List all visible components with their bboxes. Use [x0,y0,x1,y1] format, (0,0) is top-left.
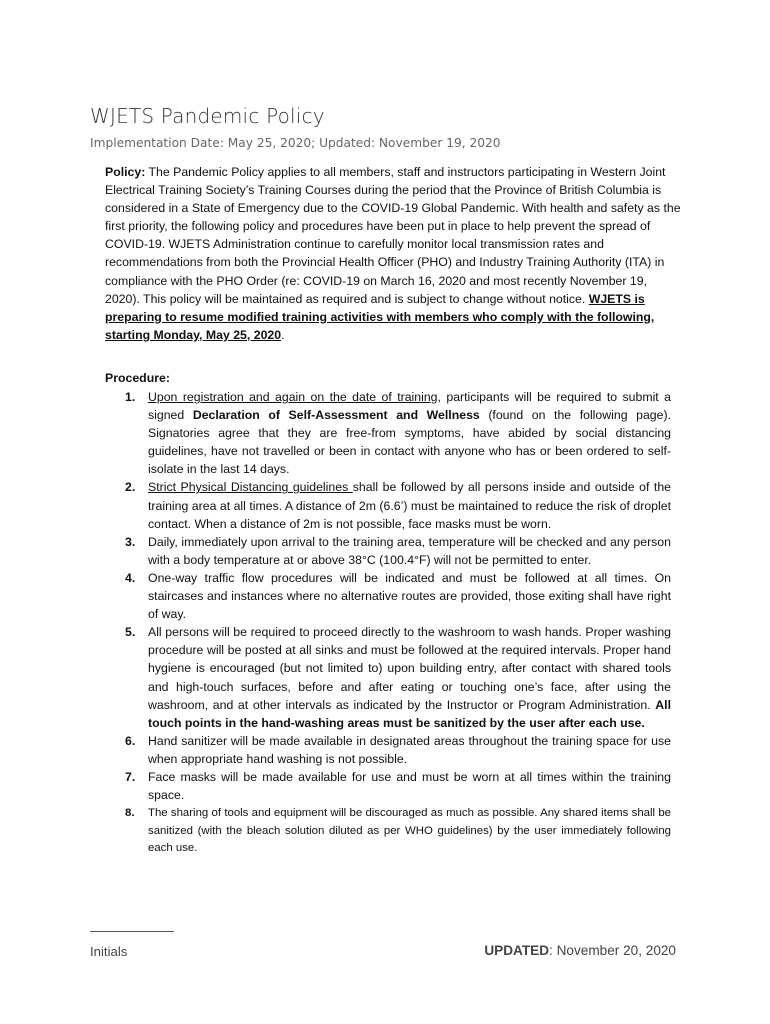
policy-end: . [281,327,285,342]
item-number: 7. [125,769,136,784]
item-bold-text: Declaration of Self-Assessment and Wellness [192,408,480,423]
item-number: 6. [125,733,136,748]
item-underlined-text: Strict Physical Distancing guidelines [148,480,353,495]
initials-label: Initials [90,944,128,959]
item-underlined-text: Upon registration and again on the date of training [148,390,438,404]
item-number: 3. [125,534,136,549]
item-number: 4. [125,570,136,585]
procedure-item-5 [105,623,671,732]
item-number: 1. [125,390,136,404]
procedure-item-7 [105,768,671,804]
procedure-item-3 [105,533,671,569]
procedure-item-4 [105,569,671,623]
policy-paragraph [105,163,683,344]
item-text-cont: (found on the following page). Signatories agree that they are free-from symptoms, have abided by social distancing guidelines, have not travelled or been in contact with anyone who has or been ordered to self-isolate in the last 14 days. [148,408,671,477]
item-text: Daily, immediately upon arrival to the training area, temperature will be checked and any person with a body temperature at or above 38°C (100.4°F) will not be permitted to enter. [148,534,671,567]
item-bold-text: All touch points in the hand-washing areas must be sanitized by the user after each use. [148,697,671,730]
initials-signature-line [90,931,174,932]
updated-label: UPDATED [484,943,550,958]
procedure-heading: Procedure: [105,371,170,385]
page-subtitle: Implementation Date: May 25, 2020; Updated: November 19, 2020 [90,136,501,150]
item-text: , participants will be required to submit a signed [148,390,671,423]
item-number: 5. [125,625,136,640]
page-title: WJETS Pandemic Policy [90,104,325,128]
updated-value: : November 20, 2020 [549,943,676,958]
procedure-item-8 [105,805,671,858]
procedure-item-6 [105,732,671,768]
item-text: Face masks will be made available for use and must be worn at all times within the training space. [148,769,671,803]
item-number: 8. [125,807,135,820]
item-text: The sharing of tools and equipment will be discouraged as much as possible. Any shared items shall be sanitized (with the bleach solution diluted as per WHO guidelines) by the user immediately following each use. [148,807,671,855]
procedure-item-1 [105,388,671,478]
policy-text: The Pandemic Policy applies to all members, staff and instructors participating in Western Joint Electrical Training Society’s Training Courses during the period that the Province of British Columbia is considered in a State of Emergency due to the COVID-19 Global Pandemic. With health and safety as the first priority, the following policy and procedures have been put in place to help prevent the spread of COVID-19. WJETS Administration continue to carefully monitor local transmission rates and recommendations from both the Provincial Health Officer (PHO) and Industry Training Authority (ITA) in compliance with the PHO Order (re: COVID-19 on March 16, 2020 and most recently November 19, 2020). This policy will be maintained as required and is subject to change without notice. [105,165,681,306]
procedure-item-2 [105,478,671,532]
item-text: shall be followed by all persons inside and outside of the training area at all times. A distance of 2m (6.6’) must be maintained to reduce the risk of droplet contact. When a distance of 2m is not possible, face masks must be worn. [148,480,672,531]
item-text: All persons will be required to proceed directly to the washroom to wash hands. Proper washing procedure will be posted at all sinks and must be followed at the required intervals. Proper hand hygiene is encouraged (but not limited to) upon building entry, after contact with shared tools and high-touch surfaces, before and after eating or touching one’s face, after using the washroom, and at other intervals as indicated by the Instructor or Program Administration. [148,625,671,712]
item-text: One-way traffic flow procedures will be indicated and must be followed at all times. On staircases and instances where no alternative routes are provided, those exiting shall have right of way. [148,570,671,622]
item-text: Hand sanitizer will be made available in designated areas throughout the training space for use when appropriate hand washing is not possible. [148,733,671,766]
policy-label: Policy: [105,165,146,179]
procedure-list [105,388,671,858]
item-number: 2. [125,480,136,495]
policy-emphasis: WJETS is preparing to resume modified training activities with members who comply with the following, starting Monday, May 25, 2020 [105,291,655,342]
updated-date [484,943,676,958]
